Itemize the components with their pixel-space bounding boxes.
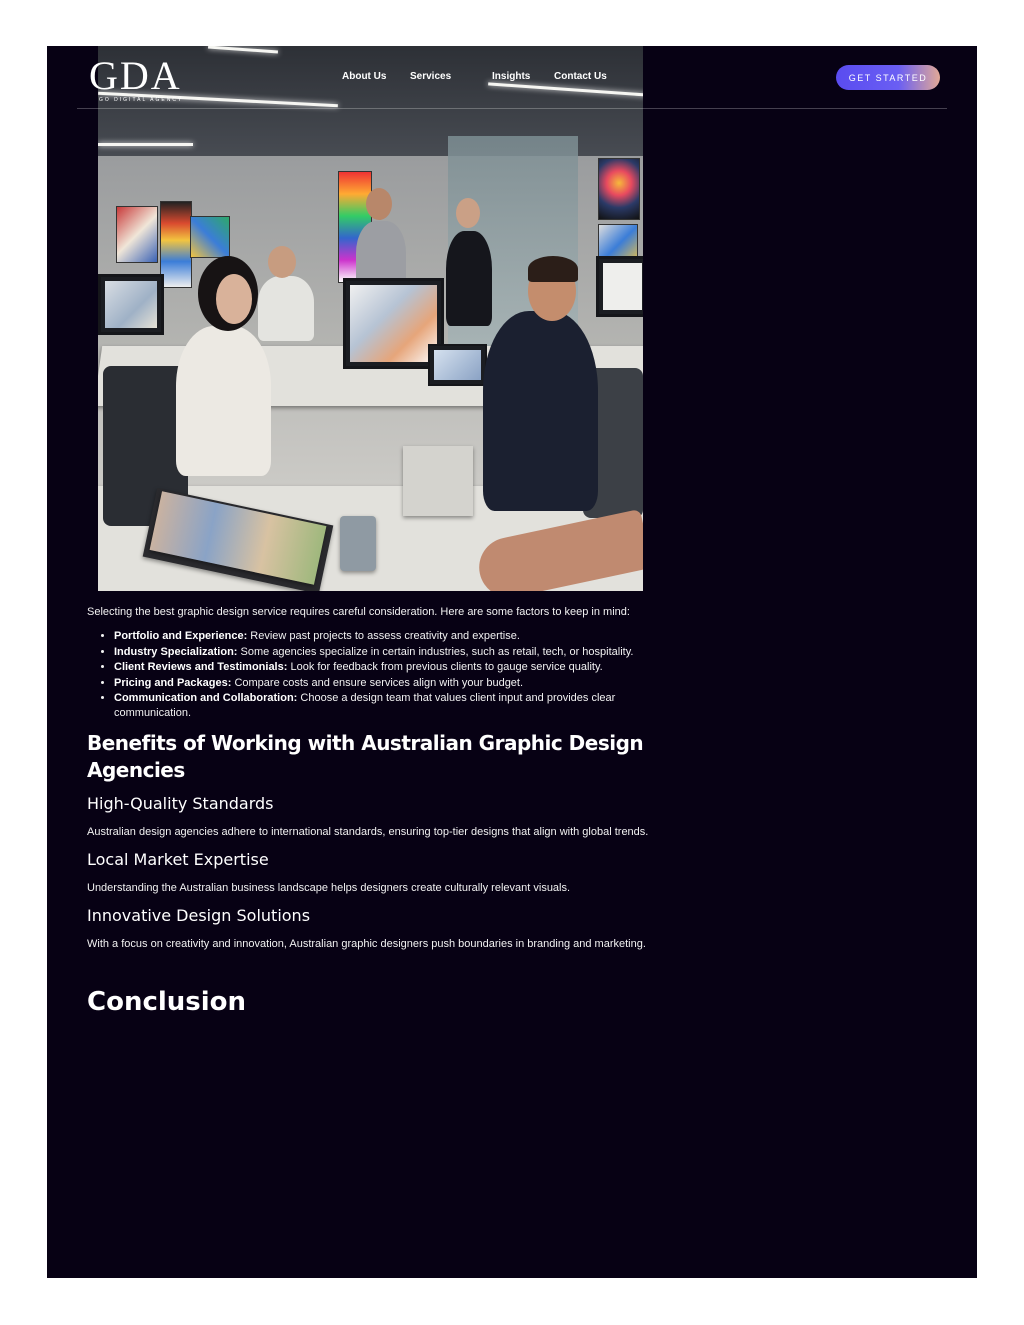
page-container [47, 46, 977, 1278]
factor-text: Compare costs and ensure services align with your budget. [231, 676, 524, 689]
person-head [268, 246, 296, 278]
factor-title: Communication and Collaboration: [114, 692, 298, 704]
list-item [114, 676, 657, 691]
nav-contact-us[interactable]: Contact Us [554, 71, 607, 82]
section-heading-local: Local Market Expertise [87, 850, 269, 869]
get-started-button[interactable]: GET STARTED [836, 65, 940, 90]
person-head [366, 188, 392, 220]
logo-mark: GDA [89, 53, 182, 98]
person [483, 311, 598, 511]
factor-text: Review past projects to assess creativity and expertise. [247, 630, 520, 642]
nav-about-us[interactable]: About Us [342, 71, 387, 82]
monitor [98, 274, 164, 335]
benefits-heading: Benefits of Working with Australian Graphic Design Agencies [87, 731, 644, 782]
list-item [114, 660, 657, 675]
factor-title: Industry Specialization: [114, 645, 238, 658]
intro-paragraph: Selecting the best graphic design service requires careful consideration. Here are some factors to keep in mind: [87, 606, 630, 618]
person [446, 231, 492, 326]
site-header [47, 46, 977, 108]
pencil-cup [340, 516, 376, 571]
poster [160, 201, 192, 288]
article-content [87, 605, 657, 1018]
factor-text: Some agencies specialize in certain industries, such as retail, tech, or hospitality. [237, 645, 634, 658]
logo-subtitle: GO DIGITAL AGENCY [99, 97, 184, 103]
site-logo[interactable] [89, 53, 184, 103]
ceiling-light [98, 143, 193, 146]
section-body-quality: Australian design agencies adhere to international standards, ensuring top-tier designs that align with global trends. [87, 826, 649, 838]
drawer-unit [403, 446, 473, 516]
poster [190, 216, 230, 258]
list-item [114, 629, 657, 644]
header-divider [77, 108, 947, 109]
factor-title: Portfolio and Experience: [114, 630, 248, 642]
list-item [114, 691, 657, 721]
section-heading-innovative: Innovative Design Solutions [87, 906, 311, 925]
person-hair [528, 256, 578, 282]
poster [116, 206, 158, 263]
monitor [596, 256, 643, 317]
hero-image [98, 46, 643, 591]
person [176, 326, 271, 476]
factors-list [87, 629, 657, 721]
person-head [456, 198, 480, 228]
section-body-local: Understanding the Australian business landscape helps designers create culturally relevant visuals. [87, 882, 571, 894]
factor-title: Pricing and Packages: [114, 676, 232, 689]
factor-title: Client Reviews and Testimonials: [114, 661, 288, 673]
nav-insights[interactable]: Insights [492, 71, 531, 82]
section-body-innovative: With a focus on creativity and innovation, Australian graphic designers push boundaries in branding and marketing. [87, 938, 646, 950]
list-item [114, 645, 657, 660]
conclusion-heading: Conclusion [87, 987, 247, 1017]
person-face [216, 274, 252, 324]
person [258, 276, 314, 341]
factor-text: Choose a design team that values client input and provides clear communication. [114, 692, 616, 719]
laptop [428, 344, 487, 386]
poster [598, 158, 640, 220]
section-heading-quality: High-Quality Standards [87, 794, 274, 813]
nav-services[interactable]: Services [410, 71, 452, 82]
factor-text: Look for feedback from previous clients to gauge service quality. [287, 661, 603, 673]
